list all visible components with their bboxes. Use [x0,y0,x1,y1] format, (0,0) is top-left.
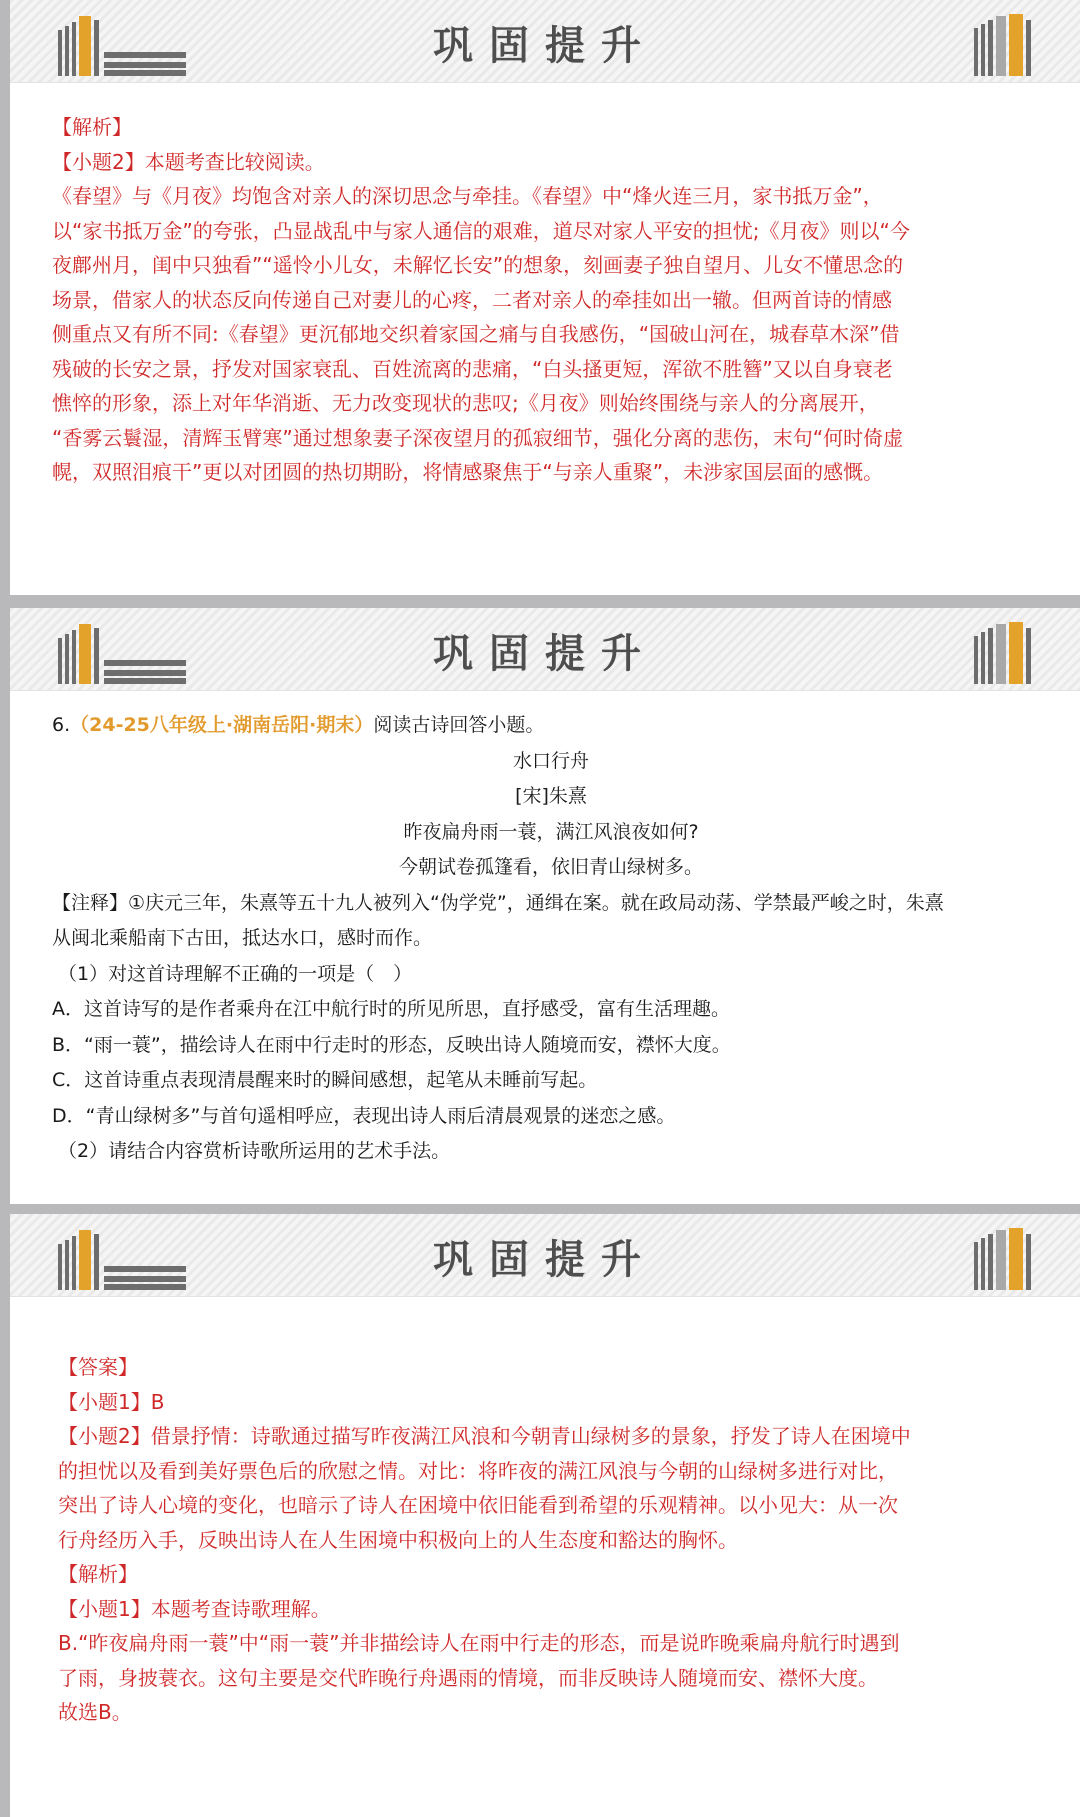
option-d: D．“青山绿树多”与首句遥相呼应，表现出诗人雨后清晨观景的迷恋之感。 [52,1104,676,1127]
text-line: 故选B。 [58,1700,132,1724]
option-c: C．这首诗重点表现清晨醒来时的瞬间感想，起笔从未睡前写起。 [52,1069,598,1091]
question-number: 6. [52,714,71,736]
text-line: 【小题1】B [58,1389,165,1414]
poem-title: 水口行舟 [512,749,589,772]
question-instruction: 阅读古诗回答小题。 [373,714,545,736]
text-line: 夜鄜州月，闺中只独看”“遥怜小儿女，未解忆长安”的想象，刻画妻子独自望月、儿女不懂思念的 [52,253,904,277]
text-line: 行舟经历入手，反映出诗人在人生困境中积极向上的人生态度和豁达的胸怀。 [58,1527,738,1552]
question-header [52,708,1050,744]
text-line: 【小题2】本题考查比较阅读。 [52,149,325,174]
question-block [52,708,1050,1170]
text-line: 憔悴的形象，添上对年华消逝、无力改变现状的悲叹;《月夜》则始终围绕与亲人的分离展开， [52,391,879,415]
banner-title: 巩固提升 [433,1237,657,1283]
text-line: “香雾云鬟湿，清辉玉臂寒”通过想象妻子深夜望月的孤寂细节，强化分离的悲伤，末句“何时倚虚 [52,425,904,450]
poem-author: [宋]朱熹 [515,785,587,807]
option-b: B．“雨一蓑”，描绘诗人在雨中行走时的形态，反映出诗人随境而安，襟怀大度。 [52,1033,731,1056]
answer-text [58,1350,1050,1730]
text-line: B.“昨夜扁舟雨一蓑”中“雨一蓑”并非描绘诗人在雨中行走的形态，而是说昨晚乘扁舟航行时遇到 [58,1631,900,1655]
text-line: 【解析】 [58,1562,138,1586]
note-line: 【注释】①庆元三年，朱熹等五十九人被列入“伪学党”，通缉在案。就在政局动荡、学禁最严峻之时，朱熹 [52,891,944,914]
text-line: 【小题2】借景抒情：诗歌通过描写昨夜满江风浪和今朝青山绿树多的景象，抒发了诗人在困境中 [58,1424,911,1448]
question-source: （24-25八年级上·湖南岳阳·期末） [70,714,374,736]
sub-question-2: （2）请结合内容赏析诗歌所运用的艺术手法。 [58,1140,451,1162]
slide-banner [10,0,1080,83]
banner-title: 巩固提升 [433,23,657,69]
text-line: 突出了诗人心境的变化，也暗示了诗人在困境中依旧能看到希望的乐观精神。以小见大：从一次 [58,1493,898,1517]
poem-line: 今朝试卷孤篷看，依旧青山绿树多。 [398,856,703,878]
text-line: 残破的长安之景，抒发对国家衰乱、百姓流离的悲痛，“白头搔更短，浑欲不胜簪”又以自身衰老 [52,356,893,381]
slide-banner [10,608,1080,691]
note-line: 从闽北乘船南下古田，抵达水口，感时而作。 [52,927,433,949]
text-line: 幌，双照泪痕干”更以对团圆的热切期盼，将情感聚焦于“与亲人重聚”，未涉家国层面的感慨。 [52,460,884,484]
text-line: 【答案】 [58,1355,138,1379]
poem-line: 昨夜扁舟雨一蓑，满江风浪夜如何? [403,820,699,843]
text-line: 侧重点又有所不同:《春望》更沉郁地交织着家国之痛与自我感伤，“国破山河在，城春草木深”借 [52,322,900,346]
slide-analysis [10,0,1080,595]
banner-title: 巩固提升 [433,631,657,677]
text-line: 《春望》与《月夜》均饱含对亲人的深切思念与牵挂。《春望》中“烽火连三月，家书抵万金”， [52,184,883,208]
text-line: 【解析】 [52,115,132,139]
slide-answer [10,1214,1080,1817]
analysis-text [52,110,1050,490]
books-right-icon [974,1228,1044,1290]
text-line: 场景，借家人的状态反向传递自己对妻儿的心疼，二者对亲人的牵挂如出一辙。但两首诗的情感 [52,287,892,312]
text-line: 的担忧以及看到美好票色后的欣慰之情。对比：将昨夜的满江风浪与今朝的山绿树多进行对比， [58,1458,898,1483]
books-right-icon [974,14,1044,76]
books-right-icon [974,622,1044,684]
sub-question-1: （1）对这首诗理解不正确的一项是（ ） [58,962,413,985]
slide-banner [10,1214,1080,1297]
text-line: 以“家书抵万金”的夸张，凸显战乱中与家人通信的艰难，道尽对家人平安的担忧;《月夜》则以“今 [52,218,910,243]
text-line: 了雨，身披蓑衣。这句主要是交代昨晚行舟遇雨的情境，而非反映诗人随境而安、襟怀大度。 [58,1665,878,1690]
slide-question [10,608,1080,1204]
text-line: 【小题1】本题考查诗歌理解。 [58,1596,331,1621]
option-a: A．这首诗写的是作者乘舟在江中航行时的所见所思，直抒感受，富有生活理趣。 [52,998,730,1020]
